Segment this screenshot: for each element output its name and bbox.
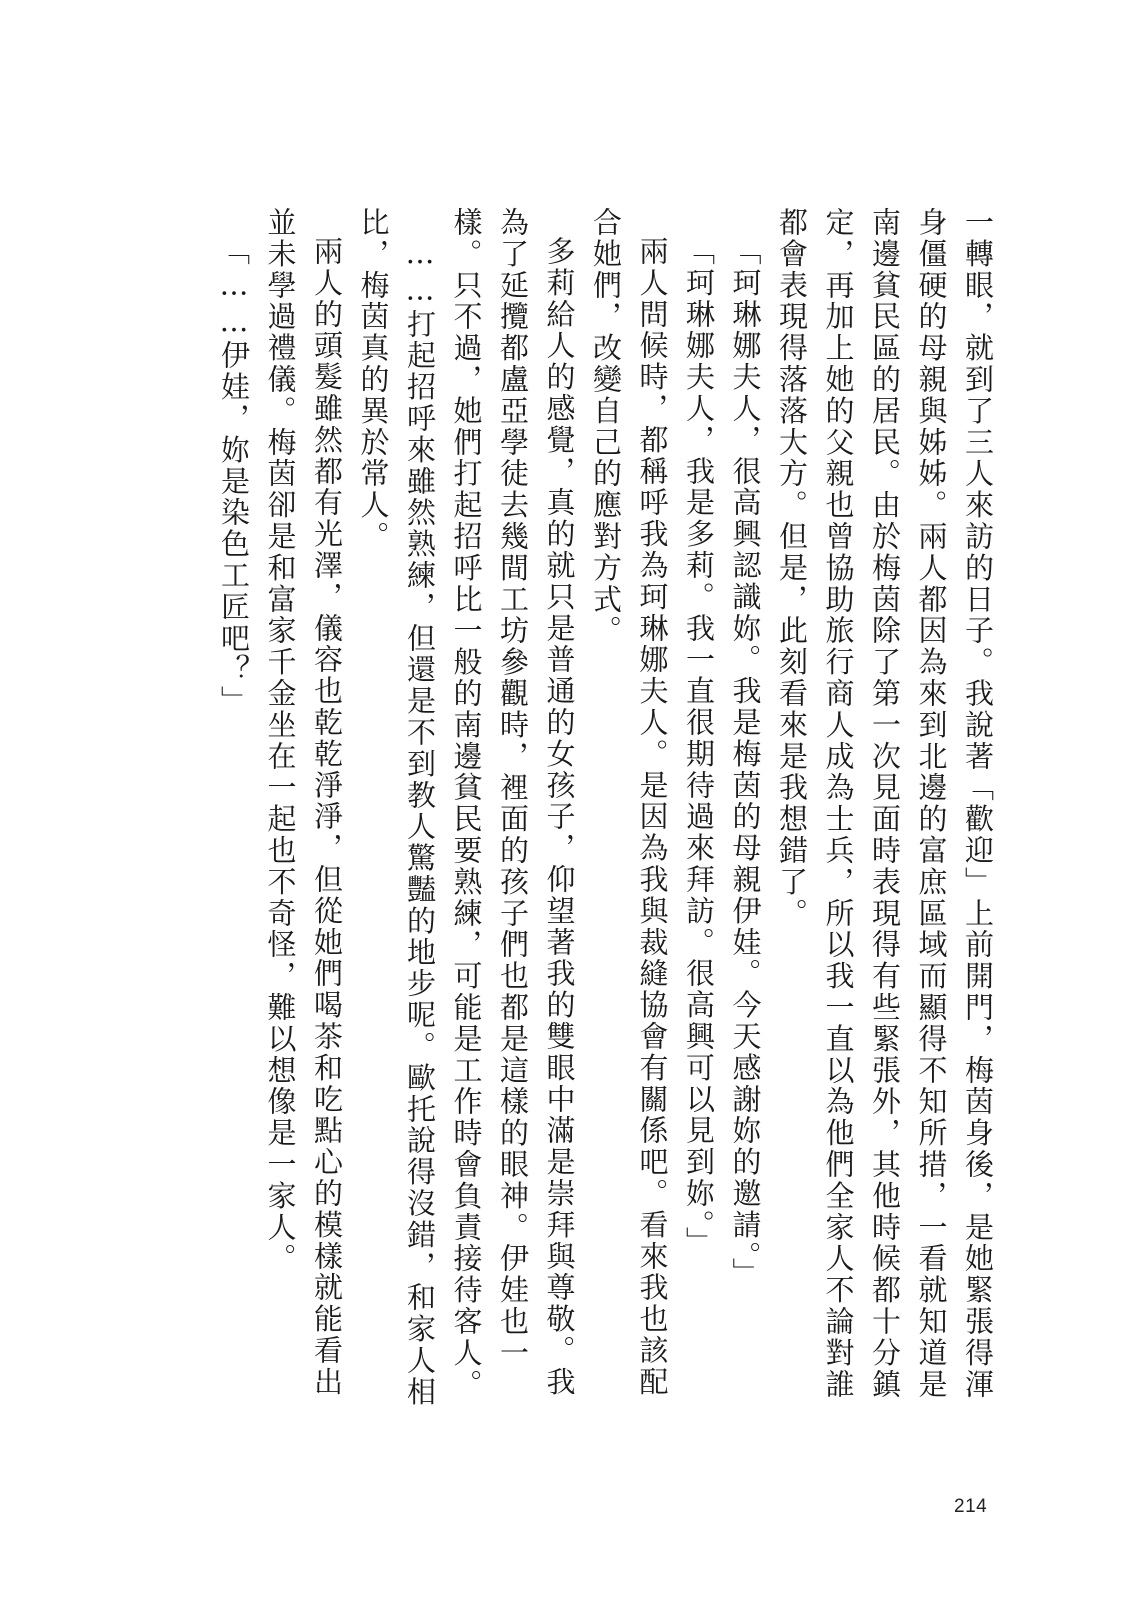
paragraph: 一轉眼，就到了三人來訪的日子。我說著「歡迎」上前開門，梅茵身後，是她緊張得渾身僵硬的母親與姊姊。兩人都因為來到北邊的富庶區域而顯得不知所措，一看就知道是南邊貧民區的居民。由於梅茵除了第一次見面時表現得有些緊張外，其他時候都十分鎮定，再加上她的父親也曾協助旅行商人成為士兵，所以我一直以為他們全家人不論對誰都會表現得落落大方。但是，此刻看來是我想錯了。 (775, 207, 995, 1401)
paragraph: 兩人問候時，都稱呼我為珂琳娜夫人。是因為我與裁縫協會有關係吧。看來我也該配合她們，改變自己的應對方式。 (589, 207, 670, 1398)
paragraph: ……打起招呼來雖然熟練，但還是不到教人驚豔的地步呢。歐托說得沒錯，和家人相比，梅茵真的異於常人。 (356, 207, 437, 1408)
paragraph-dialogue: 「珂琳娜夫人，我是多莉。我一直很期待過來拜訪。很高興可以見到妳。」 (682, 236, 716, 1258)
paragraph: 兩人的頭髮雖然都有光澤，儀容也乾乾淨淨，但從她們喝茶和吃點心的模樣就能看出並未學過禮儀。梅茵卻是和富家千金坐在一起也不奇怪，難以想像是一家人。 (263, 207, 344, 1398)
vertical-text-body (101, 207, 1001, 1427)
page-number: 214 (954, 1496, 988, 1517)
paragraph: 多莉給人的感覺，真的就只是普通的女孩子，仰望著我的雙眼中滿是崇拜與尊敬。我為了延攬都盧亞學徒去幾間工坊參觀時，裡面的孩子們也都是這樣的眼神。伊娃也一樣。只不過，她們打起招呼比一般的南邊貧民要熟練，可能是工作時會負責接待客人。 (449, 207, 577, 1401)
paragraph-dialogue: 「珂琳娜夫人，很高興認識妳。我是梅茵的母親伊娃。今天感謝妳的邀請。」 (728, 236, 763, 1290)
paragraph-dialogue: 「……伊娃，妳是染色工匠吧？」 (217, 236, 251, 717)
